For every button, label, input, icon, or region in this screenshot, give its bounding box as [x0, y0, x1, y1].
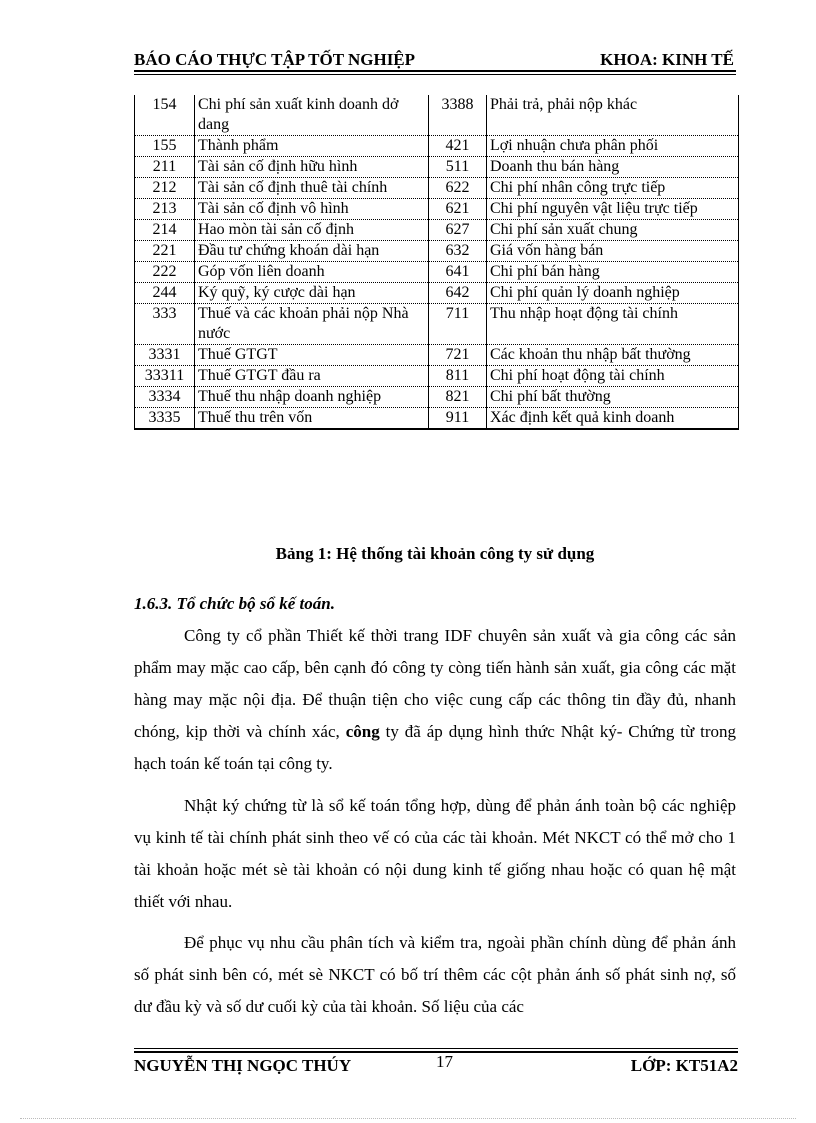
account-code-cell: 641 — [429, 262, 487, 283]
account-code-cell: 213 — [135, 199, 195, 220]
table-row — [135, 283, 739, 304]
table-row — [135, 178, 739, 199]
account-code-cell: 632 — [429, 241, 487, 262]
account-name-cell: Ký quỹ, ký cược dài hạn — [195, 283, 429, 304]
table-row — [135, 136, 739, 157]
account-name-cell: Tài sản cố định thuê tài chính — [195, 178, 429, 199]
page-footer — [134, 1048, 738, 1078]
table-row — [135, 220, 739, 241]
account-name-cell: Thuế thu nhập doanh nghiệp — [195, 387, 429, 408]
paragraph-1-bold-word: công — [345, 722, 380, 741]
account-name-cell: Xác định kết quả kinh doanh — [487, 408, 739, 430]
page-number: 17 — [436, 1052, 453, 1071]
account-code-cell: 222 — [135, 262, 195, 283]
account-code-cell: 711 — [429, 304, 487, 345]
account-code-cell: 721 — [429, 345, 487, 366]
account-code-cell: 155 — [135, 136, 195, 157]
account-name-cell: Chi phí hoạt động tài chính — [487, 366, 739, 387]
account-code-cell: 3334 — [135, 387, 195, 408]
account-name-cell: Tài sản cố định hữu hình — [195, 157, 429, 178]
paragraph-1-text-a: Công ty cổ phần Thiết kế thời trang IDF chuyên sản xuất và gia công các sản phẩm may mặc cao cấp, bên cạnh đó công ty còng tiến hành sản xuất, gia công các mặt hàng may mặc nội địa. Để thuận tiện cho việc cung cấp các thông tin đầy đủ, nhanh chóng, kịp thời và chính xác, — [134, 626, 736, 741]
table-row — [135, 241, 739, 262]
account-name-cell: Thuế GTGT — [195, 345, 429, 366]
account-name-cell: Thuế và các khoản phải nộp Nhà nước — [195, 304, 429, 345]
account-code-cell: 244 — [135, 283, 195, 304]
table-row — [135, 408, 739, 430]
account-code-cell: 622 — [429, 178, 487, 199]
accounts-table — [134, 95, 739, 430]
account-name-cell: Chi phí bất thường — [487, 387, 739, 408]
footer-rule-thin — [134, 1048, 738, 1049]
account-code-cell: 511 — [429, 157, 487, 178]
table-row — [135, 387, 739, 408]
account-code-cell: 3331 — [135, 345, 195, 366]
account-name-cell: Giá vốn hàng bán — [487, 241, 739, 262]
header-rule-thin — [134, 74, 736, 75]
accounts-table-container — [134, 95, 738, 430]
account-name-cell: Doanh thu bán hàng — [487, 157, 739, 178]
account-name-cell: Chi phí sản xuất kinh doanh dở dang — [195, 95, 429, 136]
account-name-cell: Góp vốn liên doanh — [195, 262, 429, 283]
account-name-cell: Chi phí nhân công trực tiếp — [487, 178, 739, 199]
table-row — [135, 366, 739, 387]
account-code-cell: 214 — [135, 220, 195, 241]
account-name-cell: Hao mòn tài sản cố định — [195, 220, 429, 241]
report-title: BÁO CÁO THỰC TẬP TỐT NGHIỆP — [134, 50, 416, 69]
author-name: NGUYỄN THỊ NGỌC THÚY — [134, 1056, 352, 1075]
table-row — [135, 157, 739, 178]
account-code-cell: 811 — [429, 366, 487, 387]
paragraph-1-text-b: ty đã áp dụng hình thức Nhật ký- Chứng từ trong hạch toán kế toán tại công ty. — [134, 722, 737, 773]
paragraph-2: Nhật ký chứng từ là sổ kế toán tổng hợp, dùng để phản ánh toàn bộ các nghiệp vụ kinh tế tài chính phát sinh theo vế có của các tài khoản. Mét NKCT có thể mở cho 1 tài khoản hoặc mét sè tài khoản có nội dung kinh tế giống nhau hoặc có quan hệ mật thiết với nhau. — [134, 796, 736, 911]
account-name-cell: Tài sản cố định vô hình — [195, 199, 429, 220]
page-bottom-dotted-line — [20, 1118, 796, 1119]
faculty-label: KHOA: KINH TẾ — [600, 50, 734, 69]
page-header — [134, 48, 736, 72]
table-row — [135, 199, 739, 220]
account-code-cell: 642 — [429, 283, 487, 304]
account-code-cell: 911 — [429, 408, 487, 430]
table-row — [135, 95, 739, 136]
account-code-cell: 33311 — [135, 366, 195, 387]
account-code-cell: 3335 — [135, 408, 195, 430]
account-code-cell: 3388 — [429, 95, 487, 136]
account-name-cell: Phải trả, phải nộp khác — [487, 95, 739, 136]
account-name-cell: Thuế thu trên vốn — [195, 408, 429, 430]
table-caption: Bảng 1: Hệ thống tài khoản công ty sử dụng — [275, 544, 595, 563]
section-heading: 1.6.3. Tổ chức bộ sổ kế toán. — [134, 594, 335, 613]
account-code-cell: 421 — [429, 136, 487, 157]
account-code-cell: 221 — [135, 241, 195, 262]
class-label: LỚP: KT51A2 — [630, 1056, 738, 1075]
table-row — [135, 262, 739, 283]
account-code-cell: 821 — [429, 387, 487, 408]
account-name-cell: Chi phí bán hàng — [487, 262, 739, 283]
header-rule — [134, 70, 736, 72]
account-name-cell: Các khoản thu nhập bất thường — [487, 345, 739, 366]
account-name-cell: Đầu tư chứng khoán dài hạn — [195, 241, 429, 262]
table-row — [135, 304, 739, 345]
account-code-cell: 333 — [135, 304, 195, 345]
account-code-cell: 212 — [135, 178, 195, 199]
account-name-cell: Chi phí sản xuất chung — [487, 220, 739, 241]
account-name-cell: Lợi nhuận chưa phân phối — [487, 136, 739, 157]
accounts-table-body — [135, 95, 739, 429]
account-code-cell: 211 — [135, 157, 195, 178]
paragraph-3: Để phục vụ nhu cầu phân tích và kiểm tra, ngoài phần chính dùng để phản ánh số phát sinh bên có, mét sè NKCT có bố trí thêm các cột phản ánh số phát sinh nợ, số dư đầu kỳ và số dư cuối kỳ của tài khoản. Số liệu của các — [134, 933, 736, 1016]
account-code-cell: 621 — [429, 199, 487, 220]
paragraph-1 — [134, 620, 736, 780]
account-code-cell: 154 — [135, 95, 195, 136]
table-row — [135, 345, 739, 366]
account-name-cell: Thành phẩm — [195, 136, 429, 157]
account-name-cell: Chi phí nguyên vật liệu trực tiếp — [487, 199, 739, 220]
account-name-cell: Chi phí quản lý doanh nghiệp — [487, 283, 739, 304]
account-name-cell: Thuế GTGT đầu ra — [195, 366, 429, 387]
account-code-cell: 627 — [429, 220, 487, 241]
account-name-cell: Thu nhập hoạt động tài chính — [487, 304, 739, 345]
